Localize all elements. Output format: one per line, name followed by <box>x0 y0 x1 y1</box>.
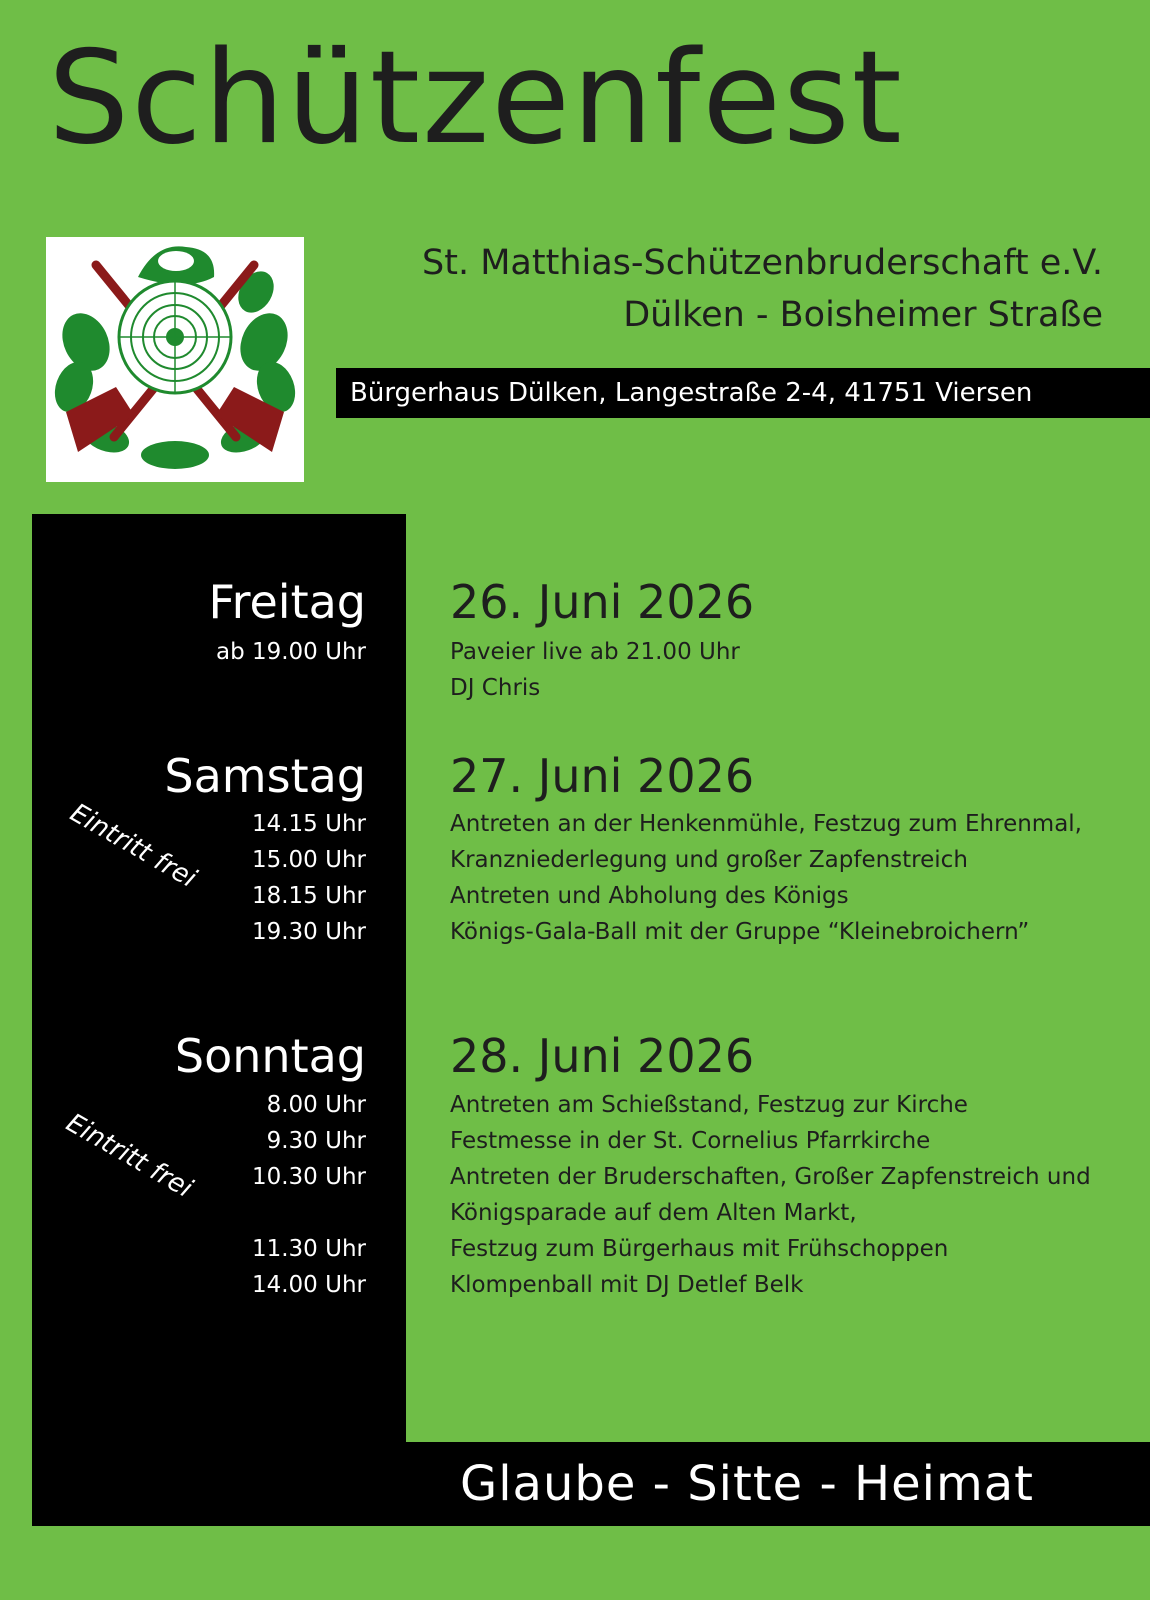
time-entry: 11.30 Uhr <box>251 1236 366 1262</box>
event-entry: Königs-Gala-Ball mit der Gruppe “Kleinebroichern” <box>450 919 1030 945</box>
event-entry: Antreten an der Henkenmühle, Festzug zum Ehrenmal, <box>450 811 1082 837</box>
time-entry: 9.30 Uhr <box>266 1128 366 1154</box>
time-entry: 18.15 Uhr <box>251 883 366 909</box>
organization-block <box>343 237 1103 341</box>
event-entry: Königsparade auf dem Alten Markt, <box>450 1200 857 1226</box>
free-entry-note-saturday: Eintritt frei <box>65 798 202 894</box>
event-entry: Klompenball mit DJ Detlef Belk <box>450 1272 804 1298</box>
organization-name: St. Matthias-Schützenbruderschaft e.V. <box>422 243 1103 283</box>
time-entry: 15.00 Uhr <box>251 847 366 873</box>
motto-bar <box>32 1442 1150 1526</box>
brotherhood-emblem-icon <box>46 237 304 482</box>
day-saturday: Samstag <box>164 749 366 803</box>
event-entry: Antreten und Abholung des Königs <box>450 883 849 909</box>
event-entry: Festzug zum Bürgerhaus mit Frühschoppen <box>450 1236 949 1262</box>
date-saturday: 27. Juni 2026 <box>450 749 755 803</box>
poster-title: Schützenfest <box>48 24 904 173</box>
event-entry: Kranzniederlegung und großer Zapfenstreich <box>450 847 968 873</box>
venue-address: Bürgerhaus Dülken, Langestraße 2-4, 41751 Viersen <box>350 378 1033 408</box>
venue-bar <box>336 368 1150 418</box>
time-entry: 14.15 Uhr <box>251 811 366 837</box>
time-entry-blank <box>252 1195 366 1231</box>
times-friday <box>216 634 366 670</box>
time-entry: ab 19.00 Uhr <box>215 639 366 665</box>
date-friday: 26. Juni 2026 <box>450 575 755 629</box>
free-entry-note-sunday: Eintritt frei <box>61 1108 198 1204</box>
time-entry: 14.00 Uhr <box>251 1272 366 1298</box>
time-entry: 19.30 Uhr <box>251 919 366 945</box>
day-friday: Freitag <box>208 575 366 629</box>
time-entry: 10.30 Uhr <box>251 1164 366 1190</box>
event-entry: Antreten am Schießstand, Festzug zur Kirche <box>450 1092 968 1118</box>
event-entry: Paveier live ab 21.00 Uhr <box>450 639 740 665</box>
motto-text: Glaube - Sitte - Heimat <box>460 1456 1034 1512</box>
events-sunday <box>450 1087 1091 1303</box>
event-entry: Antreten der Bruderschaften, Großer Zapfenstreich und <box>450 1164 1091 1190</box>
events-friday <box>450 634 740 706</box>
events-saturday <box>450 806 1082 950</box>
time-entry: 8.00 Uhr <box>266 1092 366 1118</box>
day-sunday: Sonntag <box>174 1029 366 1083</box>
organization-location: Dülken - Boisheimer Straße <box>623 295 1103 335</box>
event-entry: Festmesse in der St. Cornelius Pfarrkirche <box>450 1128 931 1154</box>
times-saturday <box>252 806 366 950</box>
date-sunday: 28. Juni 2026 <box>450 1029 755 1083</box>
event-entry: DJ Chris <box>450 675 541 701</box>
times-sunday <box>252 1087 366 1303</box>
